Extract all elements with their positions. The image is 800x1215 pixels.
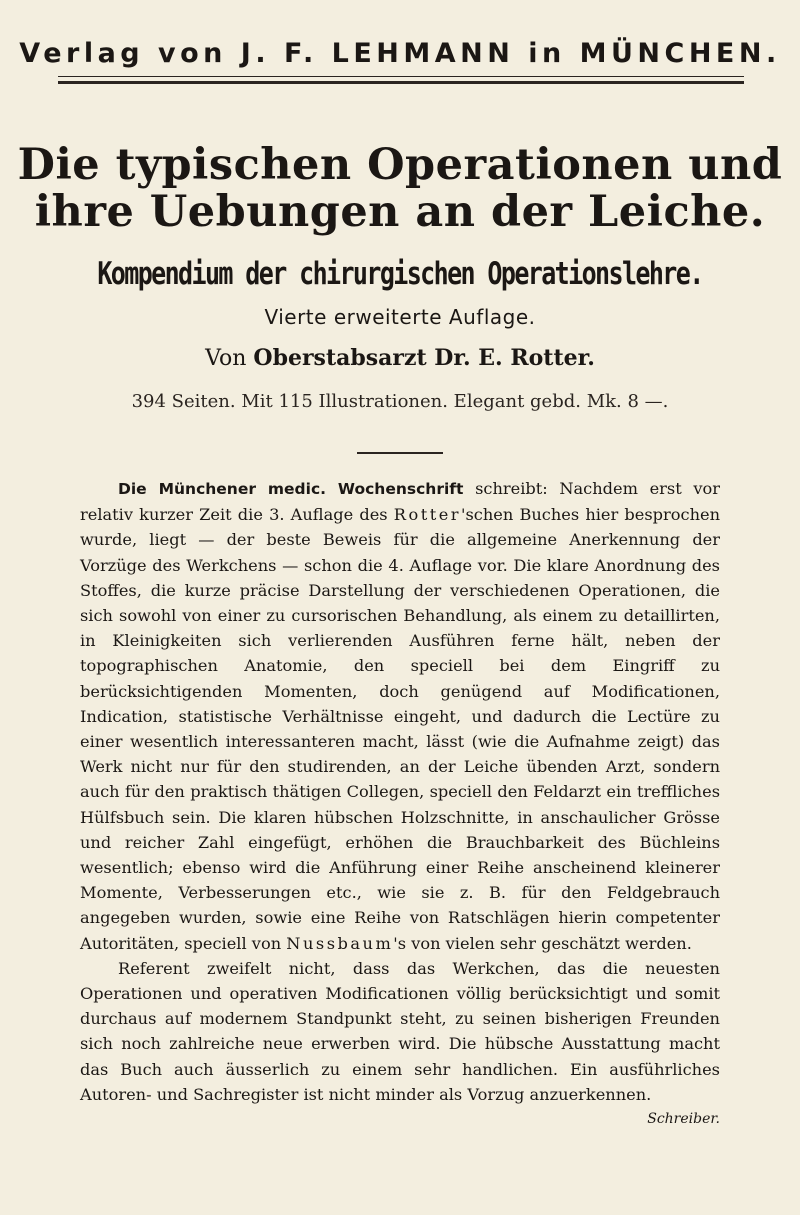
book-title-line1: Die typischen Operationen und <box>17 140 783 190</box>
review-text-c: 's von vielen sehr geschätzt werden. <box>393 933 692 953</box>
author-mention: Rotter <box>393 505 462 525</box>
review-paragraph-1 <box>80 476 720 956</box>
review-text <box>80 476 720 1132</box>
section-divider <box>357 452 443 454</box>
header-rule-thick <box>58 81 744 84</box>
edition: Vierte erweiterte Auflage. <box>264 305 536 329</box>
nussbaum-mention: Nussbaum <box>286 933 394 953</box>
book-details: 394 Seiten. Mit 115 Illustrationen. Elegant gebd. Mk. 8 —. <box>131 391 669 412</box>
review-text-a: schreibt: Nachdem erst vor relativ kurzer Zeit die 3. Auflage des <box>80 479 720 525</box>
publisher-header: Verlag von J. F. LEHMANN in MÜNCHEN. <box>19 38 781 69</box>
review-text-d: Referent zweifelt nicht, dass das Werkchen, das die neuesten Operationen und operativen Modificationen völlig berücksichtigt und somit durchaus auf modernem Standpunkt steht, zu seinen bisherigen Freunden sich noch zahlreiche neue erwerben wird. Die hübsche Ausstattung macht das Buch auch äusserlich zu einem sehr handlichen. Ein ausführliches Autoren- und Sachregister ist nicht minder als Vorzug anzuerkennen. <box>80 958 720 1104</box>
author-name: Oberstabsarzt Dr. E. Rotter. <box>253 345 595 371</box>
reviewer-signature: Schreiber. <box>647 1111 720 1128</box>
header-rule-thin <box>58 76 744 77</box>
book-title-line2: ihre Uebungen an der Leiche. <box>34 187 766 237</box>
book-subtitle: Kompendium der chirurgischen Operationslehre. <box>97 255 703 292</box>
journal-name: Die Münchener medic. Wochenschrift <box>118 480 464 498</box>
author-line <box>0 345 800 371</box>
review-text-b: 'schen Buches hier besprochen wurde, liegt — der beste Beweis für die allgemeine Anerkennung der Vorzüge des Werkchens — schon die 4. Auflage vor. Die klare Anordnung des Stoffes, die kurze präcise Darstellung der verschiedenen Operationen, die sich sowohl von einer zu cursorischen Behandlung, als einem zu detaillirten, in Kleinigkeiten sich verlierenden Ausführen ferne hält, neben der topographischen Anatomie, den speciell bei dem Eingriff zu berücksichtigenden Momenten, doch genügend auf Modificationen, Indication, statistische Verhältnisse eingeht, und dadurch die Lectüre zu einer wesentlich interessanteren macht, lässt (wie die Aufnahme zeigt) das Werk nicht nur für den studirenden, an der Leiche übenden Arzt, sondern auch für den praktisch thätigen Collegen, speciell den Feldarzt ein treffliches Hülfsbuch sein. Die klaren hübschen Holzschnitte, in anschaulicher Grösse und reicher Zahl eingefügt, erhöhen die Brauchbarkeit des Büchleins wesentlich; ebenso wird die Anführung einer Reihe anscheinend kleinerer Momente, Verbesserungen etc., wie sie z. B. für den Feldgebrauch angegeben wurden, sowie eine Reihe von Ratschlägen hierin competenter Autoritäten, speciell von <box>80 505 721 953</box>
author-prefix: Von <box>205 346 247 371</box>
review-paragraph-2 <box>80 956 720 1128</box>
